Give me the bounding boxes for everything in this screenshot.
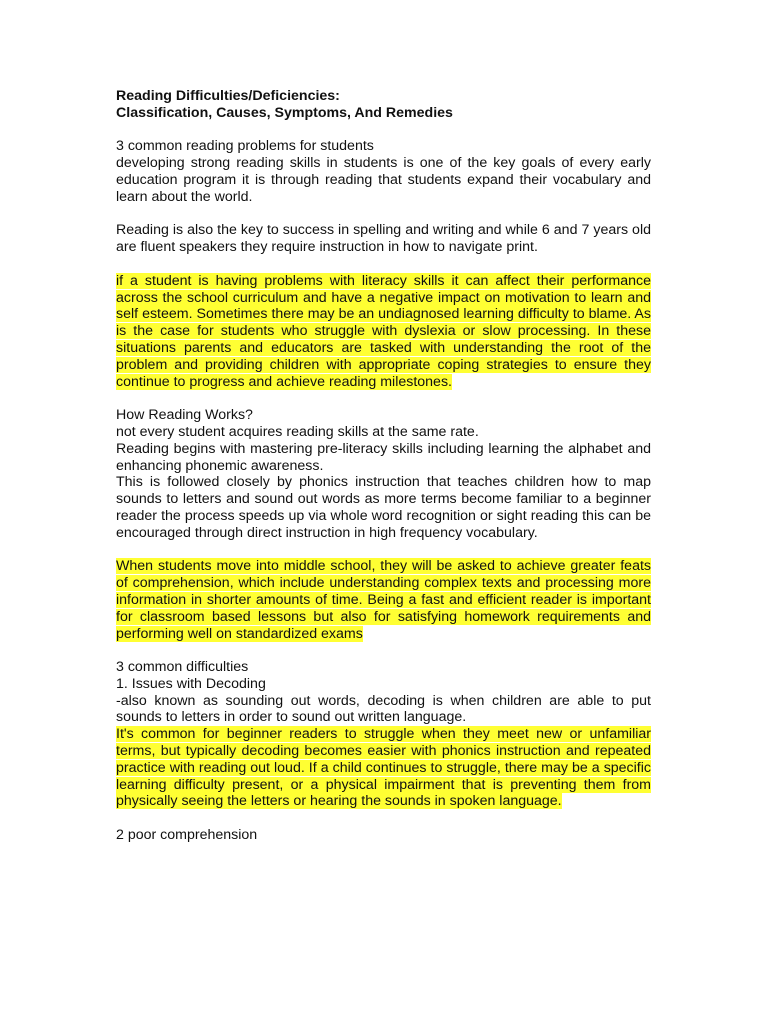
paragraph-phonics: This is followed closely by phonics instruction that teaches children how to map sounds to letters and sound out words as more terms become familiar to a beginner reader the process speeds up via whole word recognition or sight reading this can be encouraged through direct instruction in high frequency vocabulary. bbox=[116, 474, 651, 541]
highlighted-text: if a student is having problems with literacy skills it can affect their performance across the school curriculum and have a negative impact on motivation to learn and self esteem. Sometimes there may be an undiagnosed learning difficulty to blame. As is the case for students who struggle with dyslexia or slow processing. In these situations parents and educators are tasked with understanding the root of the problem and providing children with appropriate coping strategies to ensure they continue to progress and achieve reading milestones. bbox=[116, 272, 651, 390]
paragraph-highlight-decoding bbox=[116, 726, 651, 810]
paragraph-rate: not every student acquires reading skills at the same rate. bbox=[116, 423, 479, 440]
paragraph-intro: developing strong reading skills in students is one of the key goals of every early education program it is through reading that students expand their vocabulary and learn about the world. bbox=[116, 155, 651, 205]
heading-poor-comprehension: 2 poor comprehension bbox=[116, 827, 258, 844]
paragraph-highlight-literacy bbox=[116, 273, 651, 391]
heading-decoding: 1. Issues with Decoding bbox=[116, 675, 266, 692]
heading-common-difficulties: 3 common difficulties bbox=[116, 659, 249, 676]
paragraph-highlight-middle-school bbox=[116, 558, 651, 642]
highlighted-text: When students move into middle school, they will be asked to achieve greater feats of comprehension, which include understanding complex texts and processing more information in shorter amounts of time. Being a fast and efficient reader is important for classroom based lessons but also for satisfying homework requirements and performing well on standardized exams bbox=[116, 558, 651, 642]
title-line-1: Reading Difficulties/Deficiencies: bbox=[116, 88, 340, 104]
spacer bbox=[116, 256, 651, 273]
spacer bbox=[116, 122, 651, 139]
spacer bbox=[116, 206, 651, 223]
spacer bbox=[116, 542, 651, 559]
spacer bbox=[116, 390, 651, 407]
title-line-2: Classification, Causes, Symptoms, And Remedies bbox=[116, 104, 453, 121]
spacer bbox=[116, 642, 651, 659]
highlighted-text: It's common for beginner readers to struggle when they meet new or unfamiliar terms, but typically decoding becomes easier with phonics instruction and repeated practice with reading out loud. If a child continues to struggle, there may be a specific learning difficulty present, or a physical impairment that is preventing them from physically seeing the letters or hearing the sounds in spoken language. bbox=[116, 726, 651, 810]
paragraph-preliteracy: Reading begins with mastering pre-literacy skills including learning the alphabet and enhancing phonemic awareness. bbox=[116, 440, 651, 474]
paragraph-spelling: Reading is also the key to success in spelling and writing and while 6 and 7 years old are fluent speakers they require instruction in how to navigate print. bbox=[116, 222, 651, 256]
heading-common-problems: 3 common reading problems for students bbox=[116, 138, 374, 155]
document-page bbox=[116, 88, 651, 844]
heading-how-reading-works: How Reading Works? bbox=[116, 407, 253, 424]
paragraph-decoding: -also known as sounding out words, decoding is when children are able to put sounds to letters in order to sound out written language. bbox=[116, 692, 651, 726]
spacer bbox=[116, 810, 651, 827]
